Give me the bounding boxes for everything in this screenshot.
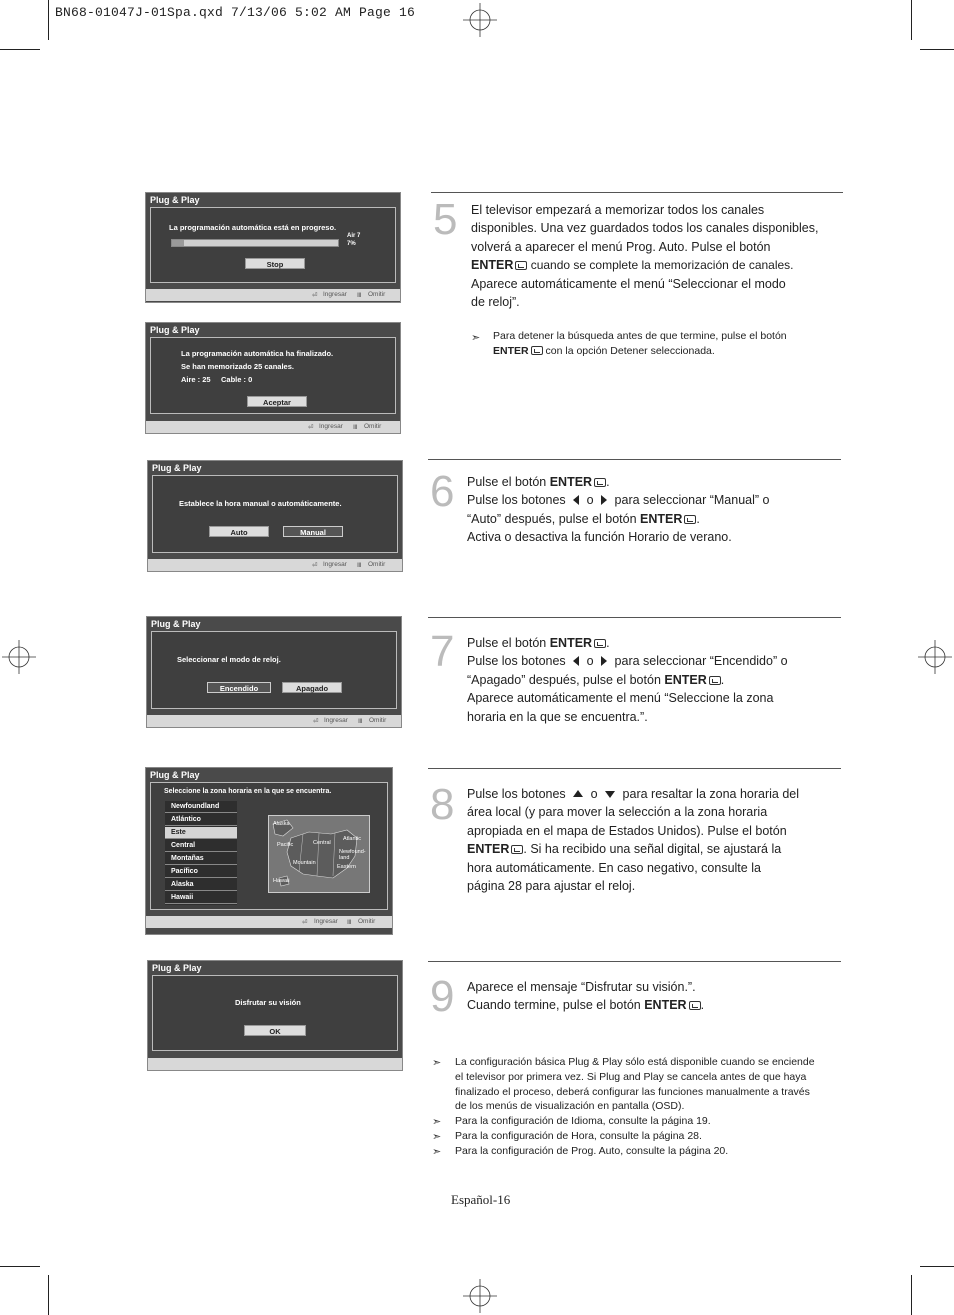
text-line: [467, 652, 841, 670]
text-span: “Auto” después, pulse el botón: [467, 511, 641, 526]
enter-icon: ⏎: [312, 292, 318, 299]
text-span: Pulse los botones: [467, 493, 570, 508]
manual-button[interactable]: Manual: [283, 526, 343, 537]
text-span: para seleccionar “Encendido” o: [611, 654, 788, 669]
step-number: 6: [430, 467, 455, 516]
enter-key-label: ENTER: [471, 258, 514, 273]
crop-mark: [0, 49, 40, 50]
text-line: El televisor empezará a memorizar todos los canales: [471, 203, 765, 217]
text-line: Aparece automáticamente el menú “Seleccionar el modo: [471, 276, 786, 291]
osd-panel: [151, 631, 397, 709]
osd-message: Seleccionar el modo de reloj.: [177, 655, 281, 664]
map-label-pacific: Pacific: [277, 842, 294, 848]
registration-mark-icon: [463, 1279, 497, 1313]
text-span: “Apagado” después, pulse el botón: [467, 672, 665, 687]
step-number: 7: [430, 627, 455, 676]
text-line: [471, 256, 843, 274]
enter-key-label: ENTER: [549, 636, 593, 650]
note-line: Para la configuración de Hora, consulte la página 28.: [455, 1129, 702, 1142]
text-line: [467, 510, 841, 528]
step-9-text: [467, 978, 841, 1015]
text-line: apropiada en el mapa de Estados Unidos). Pulse el botón: [467, 823, 787, 838]
step-divider: [431, 192, 843, 193]
registration-mark-icon: [918, 640, 952, 674]
progress-bar: [171, 239, 339, 247]
step-number: 8: [430, 780, 455, 829]
osd-footer: [146, 289, 400, 301]
step-divider: [428, 768, 841, 769]
text-line: [467, 634, 841, 652]
note-line: el televisor por primera vez. Si Plug and Play se cancela antes de que haya: [455, 1070, 807, 1083]
off-button[interactable]: Apagado: [282, 682, 342, 693]
osd-footer: [146, 916, 392, 928]
map-label-mountain: Mountain: [293, 860, 316, 866]
text-span: .: [700, 998, 705, 1013]
enter-icon: [684, 515, 696, 524]
time-zone-item[interactable]: Este: [165, 827, 237, 839]
foot-enter-label: Ingresar: [324, 717, 348, 724]
note-line: finalizado el proceso, deberá configurar las funciones manualmente a través: [455, 1085, 810, 1098]
stop-button[interactable]: Stop: [245, 258, 305, 269]
progress-fill: [172, 240, 184, 246]
text-span: Pulse el botón: [467, 636, 550, 650]
text-line: de reloj”.: [471, 295, 520, 310]
time-zone-list: [165, 801, 237, 905]
osd-time-mode: [147, 460, 403, 572]
osd-auto-program-finished: [145, 322, 401, 434]
crop-mark: [911, 0, 912, 40]
text-span: Pulse los botones: [467, 787, 570, 801]
osd-footer: [146, 421, 400, 433]
step-7-text: [467, 634, 841, 726]
osd-message: Disfrutar su visión: [235, 998, 301, 1007]
enter-key-label: ENTER: [467, 842, 510, 857]
text-span: para seleccionar “Manual” o: [611, 493, 770, 508]
enter-icon: ⏎: [312, 562, 318, 569]
foot-skip-label: Omitir: [358, 918, 376, 925]
foot-skip-label: Omitir: [369, 717, 387, 724]
text-span: . Si ha recibido una señal digital, se ajustará la: [523, 842, 782, 857]
map-label-hawaii: Hawaii: [273, 878, 290, 884]
right-arrow-icon: [601, 495, 607, 505]
text-line: [467, 785, 841, 803]
osd-time-zone: [145, 767, 393, 935]
right-arrow-icon: [601, 656, 607, 666]
note-arrow-icon: ➣: [432, 1116, 442, 1128]
text-line: volverá a aparecer el menú Prog. Auto. Pulse el botón: [471, 239, 771, 254]
step-divider: [428, 961, 841, 962]
text-line: [467, 671, 841, 689]
osd-footer: [147, 715, 401, 727]
text-span: .: [720, 672, 725, 687]
map-label-alaska: Alaska: [273, 821, 290, 827]
step-number: 5: [433, 195, 458, 244]
osd-title: Plug & Play: [150, 195, 200, 205]
enter-icon: ⏎: [313, 718, 319, 725]
enter-key-label: ENTER: [640, 511, 683, 526]
osd-auto-program-progress: [145, 192, 401, 303]
enter-icon: [531, 346, 543, 355]
step-divider: [428, 617, 841, 618]
note-line: Para la configuración de Idioma, consulte la página 19.: [455, 1115, 711, 1128]
map-label-central: Central: [313, 840, 331, 846]
osd-title: Plug & Play: [152, 963, 202, 973]
osd-footer: [148, 1058, 402, 1070]
foot-skip-label: Omitir: [368, 291, 386, 298]
registration-mark-icon: [2, 640, 36, 674]
down-arrow-icon: [605, 791, 615, 798]
enter-icon: ⏎: [302, 919, 308, 926]
note-line: de los menús de visualización en pantalla (OSD).: [455, 1100, 685, 1113]
text-line: área local (y para mover la selección a la zona horaria: [467, 805, 768, 820]
osd-title: Plug & Play: [151, 619, 201, 629]
map-label-eastern: Eastern: [337, 864, 356, 870]
accept-button[interactable]: Aceptar: [247, 396, 307, 407]
text-line: disponibles. Una vez guardados todos los canales disponibles,: [471, 221, 819, 236]
osd-panel: [150, 207, 396, 283]
text-span: para resaltar la zona horaria del: [619, 787, 800, 801]
step-5-note: [493, 329, 833, 359]
enter-key-label: ENTER: [549, 475, 593, 489]
osd-enjoy-viewing: [147, 960, 403, 1071]
ok-button[interactable]: OK: [244, 1025, 306, 1036]
enter-key-label: ENTER: [644, 998, 687, 1013]
crop-mark: [911, 1275, 912, 1315]
osd-message-line2: Se han memorizado 25 canales.: [181, 362, 294, 371]
map-label-newfoundland: Newfound-land: [339, 849, 366, 861]
note-line: Para la configuración de Prog. Auto, consulte la página 20.: [455, 1144, 729, 1157]
enter-icon: [689, 1001, 701, 1010]
time-zone-item[interactable]: Atlántico: [165, 814, 237, 826]
percent-readout: 7%: [347, 241, 356, 247]
osd-panel: [152, 975, 398, 1051]
text-span: Cuando termine, pulse el botón: [467, 998, 645, 1013]
general-notes: [455, 1055, 845, 1159]
foot-enter-label: Ingresar: [323, 291, 347, 298]
enter-icon: [594, 639, 606, 648]
text-line: hora automáticamente. En caso negativo, consulte la: [467, 860, 761, 875]
osd-title: Plug & Play: [150, 325, 200, 335]
left-arrow-icon: [573, 656, 579, 666]
osd-panel: [150, 337, 396, 414]
step-5-text: [471, 201, 843, 311]
time-zone-item[interactable]: Montañas: [165, 853, 237, 865]
time-zone-item[interactable]: Pacífico: [165, 866, 237, 878]
text-span: .: [606, 475, 610, 489]
time-zone-item[interactable]: Newfoundland: [165, 801, 237, 813]
on-button[interactable]: Encendido: [207, 682, 271, 693]
osd-title: Plug & Play: [150, 770, 200, 780]
time-zone-item[interactable]: Central: [165, 840, 237, 852]
time-zone-item[interactable]: Alaska: [165, 879, 237, 891]
step-6-text: [467, 473, 841, 547]
left-arrow-icon: [573, 495, 579, 505]
channel-readout: Air 7: [347, 233, 361, 239]
note-arrow-icon: ➣: [432, 1131, 442, 1143]
text-line: [467, 473, 841, 491]
enter-icon: [594, 478, 606, 487]
up-arrow-icon: [573, 790, 583, 797]
text-line: Aparece el mensaje “Disfrutar su visión.”.: [467, 980, 696, 994]
text-span: o: [587, 787, 602, 801]
menu-icon: Ⅲ: [358, 718, 363, 725]
text-line: [467, 996, 841, 1014]
enter-icon: [515, 261, 527, 270]
text-line: Activa o desactiva la función Horario de verano.: [467, 530, 732, 545]
text-span: .: [696, 511, 700, 526]
foot-enter-label: Ingresar: [314, 918, 338, 925]
text-line: Para detener la búsqueda antes de que termine, pulse el botón: [493, 330, 787, 342]
text-span: cuando se complete la memorización de canales.: [527, 258, 794, 273]
text-line: Aparece automáticamente el menú “Seleccione la zona: [467, 691, 774, 706]
osd-message-line1: La programación automática ha finalizado.: [181, 349, 334, 358]
text-span: Pulse los botones: [467, 654, 570, 669]
osd-panel: [152, 475, 398, 553]
note-arrow-icon: ➣: [432, 1057, 442, 1069]
registration-mark-icon: [463, 3, 497, 37]
enter-key-label: ENTER: [664, 672, 707, 687]
osd-message: Establece la hora manual o automáticamente.: [179, 499, 342, 508]
page-number: Español-16: [451, 1192, 511, 1207]
crop-mark: [0, 1266, 40, 1267]
crop-mark: [48, 1275, 49, 1315]
step-8-text: [467, 785, 841, 895]
text-line: [467, 840, 841, 858]
note-arrow-icon: ➣: [471, 332, 481, 344]
foot-enter-label: Ingresar: [323, 561, 347, 568]
map-label-atlantic: Atlantic: [343, 836, 362, 842]
foot-skip-label: Omitir: [368, 561, 386, 568]
menu-icon: Ⅲ: [357, 292, 362, 299]
osd-message: La programación automática está en progreso.: [169, 223, 337, 232]
crop-mark: [920, 49, 954, 50]
osd-clock-mode: [146, 616, 402, 728]
time-zone-item[interactable]: Hawaii: [165, 892, 237, 904]
text-span: o: [583, 493, 598, 508]
text-line: página 28 para ajustar el reloj.: [467, 879, 636, 894]
menu-icon: Ⅲ: [353, 424, 358, 431]
foot-enter-label: Ingresar: [319, 423, 343, 430]
note-line: La configuración básica Plug & Play sólo está disponible cuando se enciende: [455, 1056, 815, 1068]
step-divider: [428, 459, 841, 460]
us-time-zone-map: [268, 815, 370, 893]
foot-skip-label: Omitir: [364, 423, 382, 430]
note-arrow-icon: ➣: [432, 1146, 442, 1158]
auto-button[interactable]: Auto: [209, 526, 269, 537]
text-line: [493, 344, 833, 359]
enter-icon: ⏎: [308, 424, 314, 431]
text-span: Pulse el botón: [467, 475, 550, 489]
crop-mark: [48, 0, 49, 40]
text-line: [467, 491, 841, 509]
osd-footer: [148, 559, 402, 571]
enter-icon: [511, 845, 523, 854]
menu-icon: Ⅲ: [347, 919, 352, 926]
print-header: BN68-01047J-01Spa.qxd 7/13/06 5:02 AM Page 16: [55, 5, 416, 20]
text-line: horaria en la que se encuentra.”.: [467, 709, 648, 724]
enter-key-label: ENTER: [493, 344, 529, 357]
osd-message: Seleccione la zona horaria en la que se encuentra.: [164, 788, 332, 795]
enter-icon: [709, 676, 721, 685]
osd-panel: [150, 782, 388, 910]
text-span: con la opción Detener seleccionada.: [542, 344, 715, 357]
crop-mark: [920, 1266, 954, 1267]
osd-title: Plug & Play: [152, 463, 202, 473]
osd-message-line3: Aire : 25 Cable : 0: [181, 375, 253, 384]
step-number: 9: [430, 972, 455, 1021]
text-span: o: [583, 654, 598, 669]
menu-icon: Ⅲ: [357, 562, 362, 569]
text-span: .: [606, 636, 610, 650]
